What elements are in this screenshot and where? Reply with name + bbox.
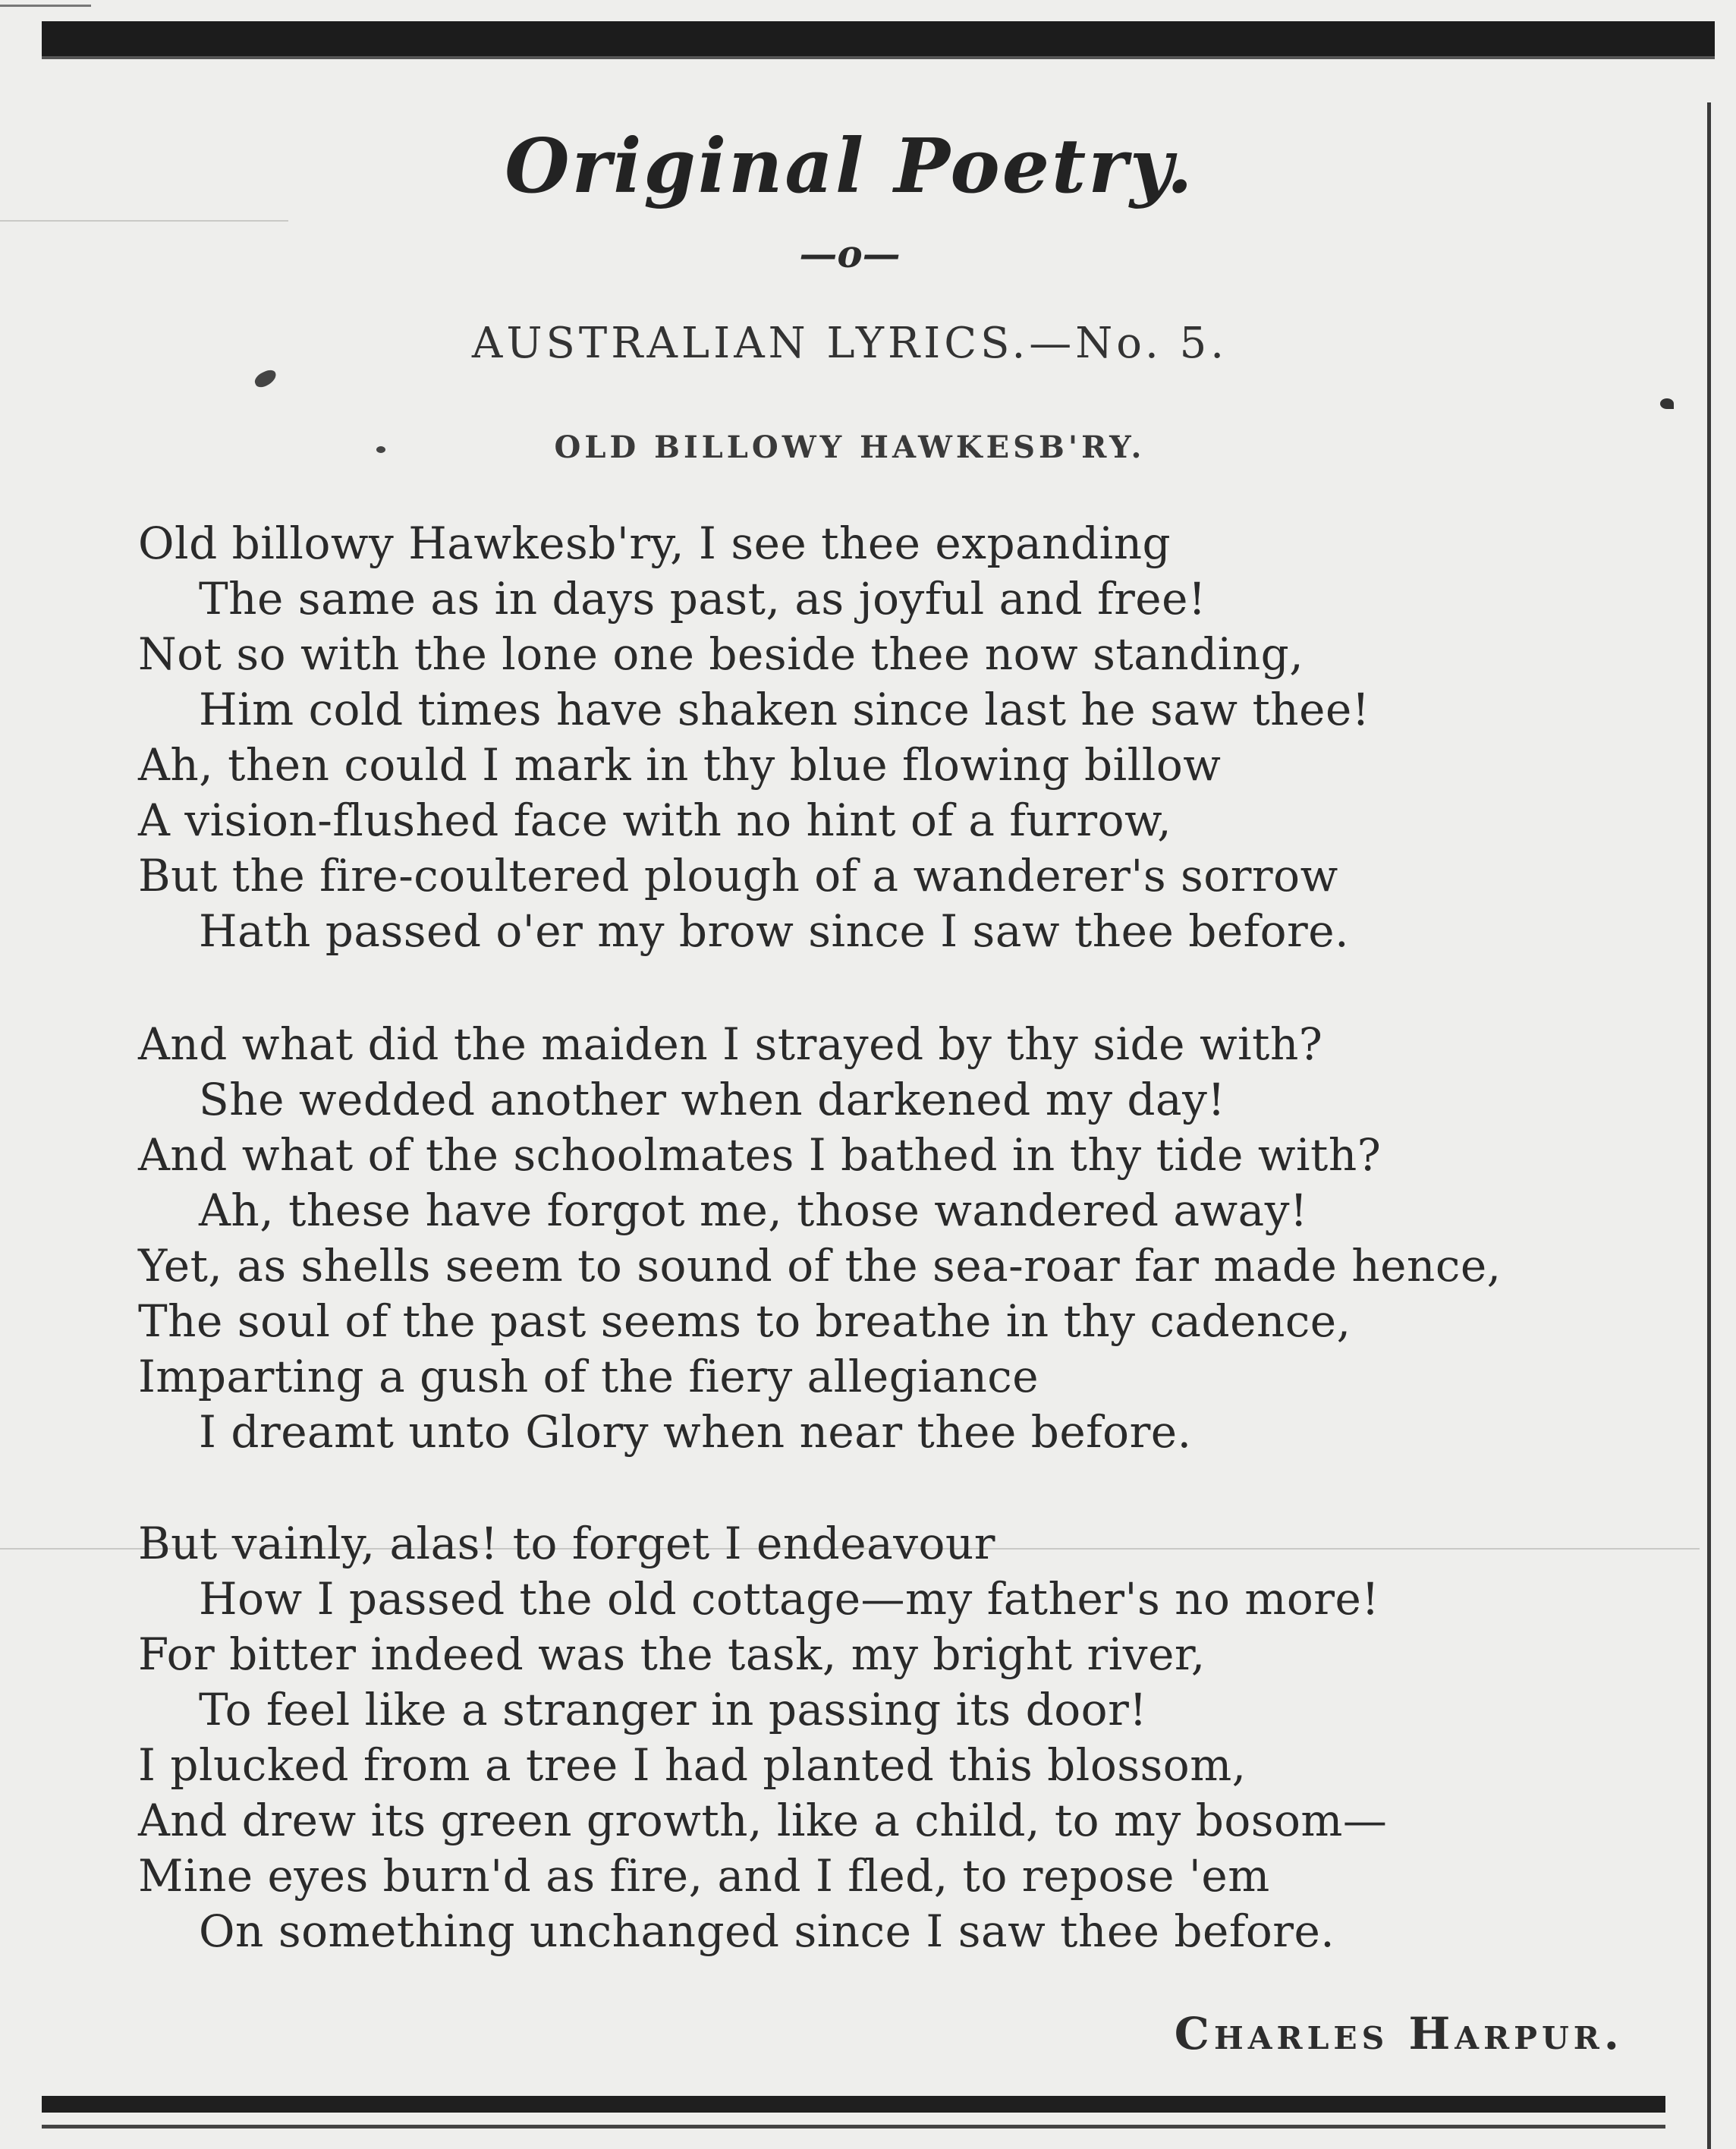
poem-line: On something unchanged since I saw thee before. — [199, 1905, 1335, 1957]
poem-line: A vision-flushed face with no hint of a furrow, — [138, 794, 1172, 846]
ornament-divider: —o— — [799, 231, 901, 276]
section-heading: Original Poetry. — [505, 123, 1195, 210]
poem-line: She wedded another when darkened my day! — [199, 1074, 1226, 1125]
poem-line: The soul of the past seems to breathe in thy cadence, — [138, 1295, 1351, 1347]
stanza-1 — [138, 516, 1701, 959]
poem-line: To feel like a stranger in passing its door! — [199, 1684, 1148, 1735]
series-title: AUSTRALIAN LYRICS.—No. 5. — [471, 319, 1228, 368]
poem-line: Hath passed o'er my brow since I saw thee before. — [199, 905, 1350, 957]
bottom-heavy-rule — [42, 2096, 1665, 2113]
poem-line: And what did the maiden I strayed by thy side with? — [138, 1018, 1323, 1070]
poem-line: And drew its green growth, like a child, to my bosom— — [138, 1795, 1388, 1846]
poem-line: But vainly, alas! to forget I endeavour — [138, 1518, 995, 1569]
top-heavy-rule — [42, 21, 1715, 56]
poem-title: OLD BILLOWY HAWKESB'RY. — [554, 429, 1146, 465]
poem-line: Yet, as shells seem to sound of the sea-roar far made hence, — [138, 1240, 1502, 1292]
poem-line: Ah, these have forgot me, those wandered away! — [199, 1185, 1308, 1236]
top-thin-rule — [0, 5, 91, 7]
poem-line: I dreamt unto Glory when near thee before. — [199, 1406, 1192, 1458]
poem-line: Mine eyes burn'd as fire, and I fled, to repose 'em — [138, 1850, 1270, 1902]
poem-line: Ah, then could I mark in thy blue flowing billow — [138, 739, 1222, 791]
poem-line: But the fire-coultered plough of a wanderer's sorrow — [138, 850, 1338, 901]
poem-line: Not so with the lone one beside thee now standing, — [138, 628, 1304, 680]
ink-mark — [1660, 398, 1674, 409]
poem-line: And what of the schoolmates I bathed in thy tide with? — [138, 1129, 1382, 1181]
stanza-3 — [138, 1516, 1701, 1959]
author-signature: Charles Harpur. — [1174, 2008, 1624, 2059]
poem-line: Old billowy Hawkesb'ry, I see thee expanding — [138, 518, 1171, 569]
poem-line: For bitter indeed was the task, my bright river, — [138, 1628, 1206, 1680]
bottom-thin-rule — [42, 2125, 1665, 2129]
poem-line: Imparting a gush of the fiery allegiance — [138, 1351, 1039, 1402]
faint-line — [0, 220, 288, 222]
column-rule — [1707, 102, 1711, 2149]
poem-line: I plucked from a tree I had planted this blossom, — [138, 1739, 1247, 1791]
poem-line: How I passed the old cottage—my father's no more! — [199, 1573, 1380, 1625]
poem-line: The same as in days past, as joyful and free! — [199, 573, 1206, 625]
stanza-2 — [138, 1017, 1701, 1460]
poem-line: Him cold times have shaken since last he saw thee! — [199, 684, 1370, 735]
